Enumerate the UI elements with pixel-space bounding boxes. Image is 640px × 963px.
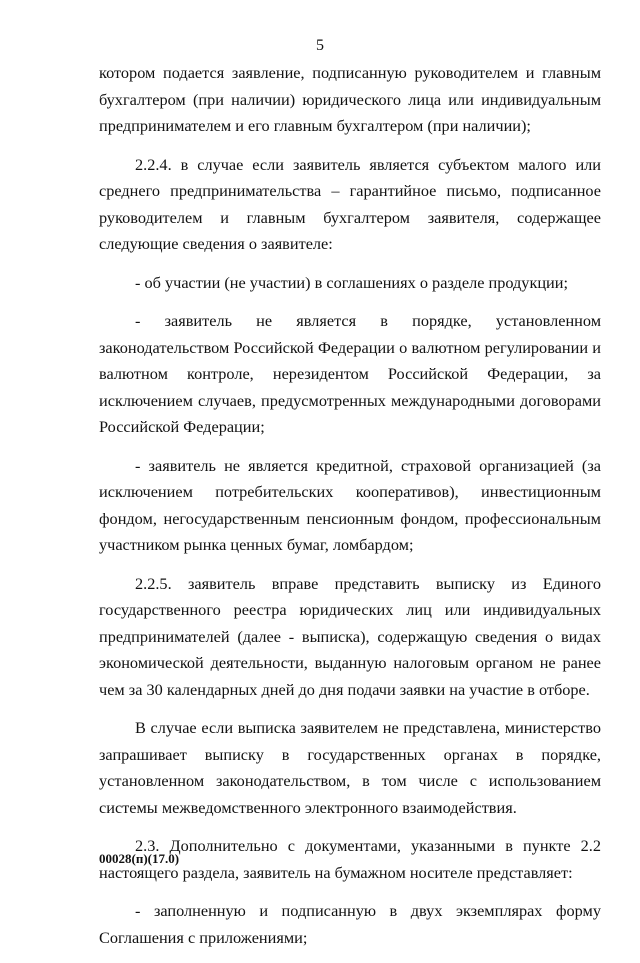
paragraph-extract-request: В случае если выписка заявителем не представлена, министерство запрашивает выписку в государственных органах в порядке, установленном законодательством, в том числе с использованием системы межведомственного электронного взаимодействия. [99, 718, 601, 817]
list-item-not-credit-org: - заявитель не является кредитной, страховой организацией (за исключением потребительских кооперативов), инвестиционным фондом, негосударственным пенсионным фондом, профессиональным участником рынка ценных бумаг, ломбардом; [99, 455, 601, 554]
list-item-product-sharing: - об участии (не участии) в соглашениях о разделе продукции; [135, 272, 569, 292]
list-item-agreement-form: - заполненную и подписанную в двух экземплярах форму Соглашения с приложениями; [99, 901, 601, 947]
list-item-non-resident: - заявитель не является в порядке, установленном законодательством Российской Федерации о валютном регулировании и валютном контроле, нерезидентом Российской Федерации, за исключением случаев, предусмотренных международными договорами Российской Федерации; [99, 311, 601, 436]
document-code: 00028(п)(17.0) [99, 851, 180, 866]
paragraph-continuation: котором подается заявление, подписанную руководителем и главным бухгалтером (при наличии) юридического лица или индивидуальным предпринимателем и его главным бухгалтером (при наличии); [99, 63, 601, 135]
paragraph-2-3: 2.3. Дополнительно с документами, указанными в пункте 2.2 настоящего раздела, заявитель на бумажном носителе представляет: [99, 836, 601, 882]
document-body [99, 60, 601, 963]
paragraph-2-2-4: 2.2.4. в случае если заявитель является субъектом малого или среднего предпринимательства – гарантийное письмо, подписанное руководителем и главным бухгалтером заявителя, содержащее следующие сведения о заявителе: [99, 154, 601, 253]
page-number: 5 [316, 37, 324, 54]
paragraph-2-2-5: 2.2.5. заявитель вправе представить выписку из Единого государственного реестра юридических лиц или индивидуальных предпринимателей (далее - выписка), содержащую сведения о видах экономической деятельности, выданную налоговым органом не ранее чем за 30 календарных дней до дня подачи заявки на участие в отборе. [99, 573, 601, 699]
